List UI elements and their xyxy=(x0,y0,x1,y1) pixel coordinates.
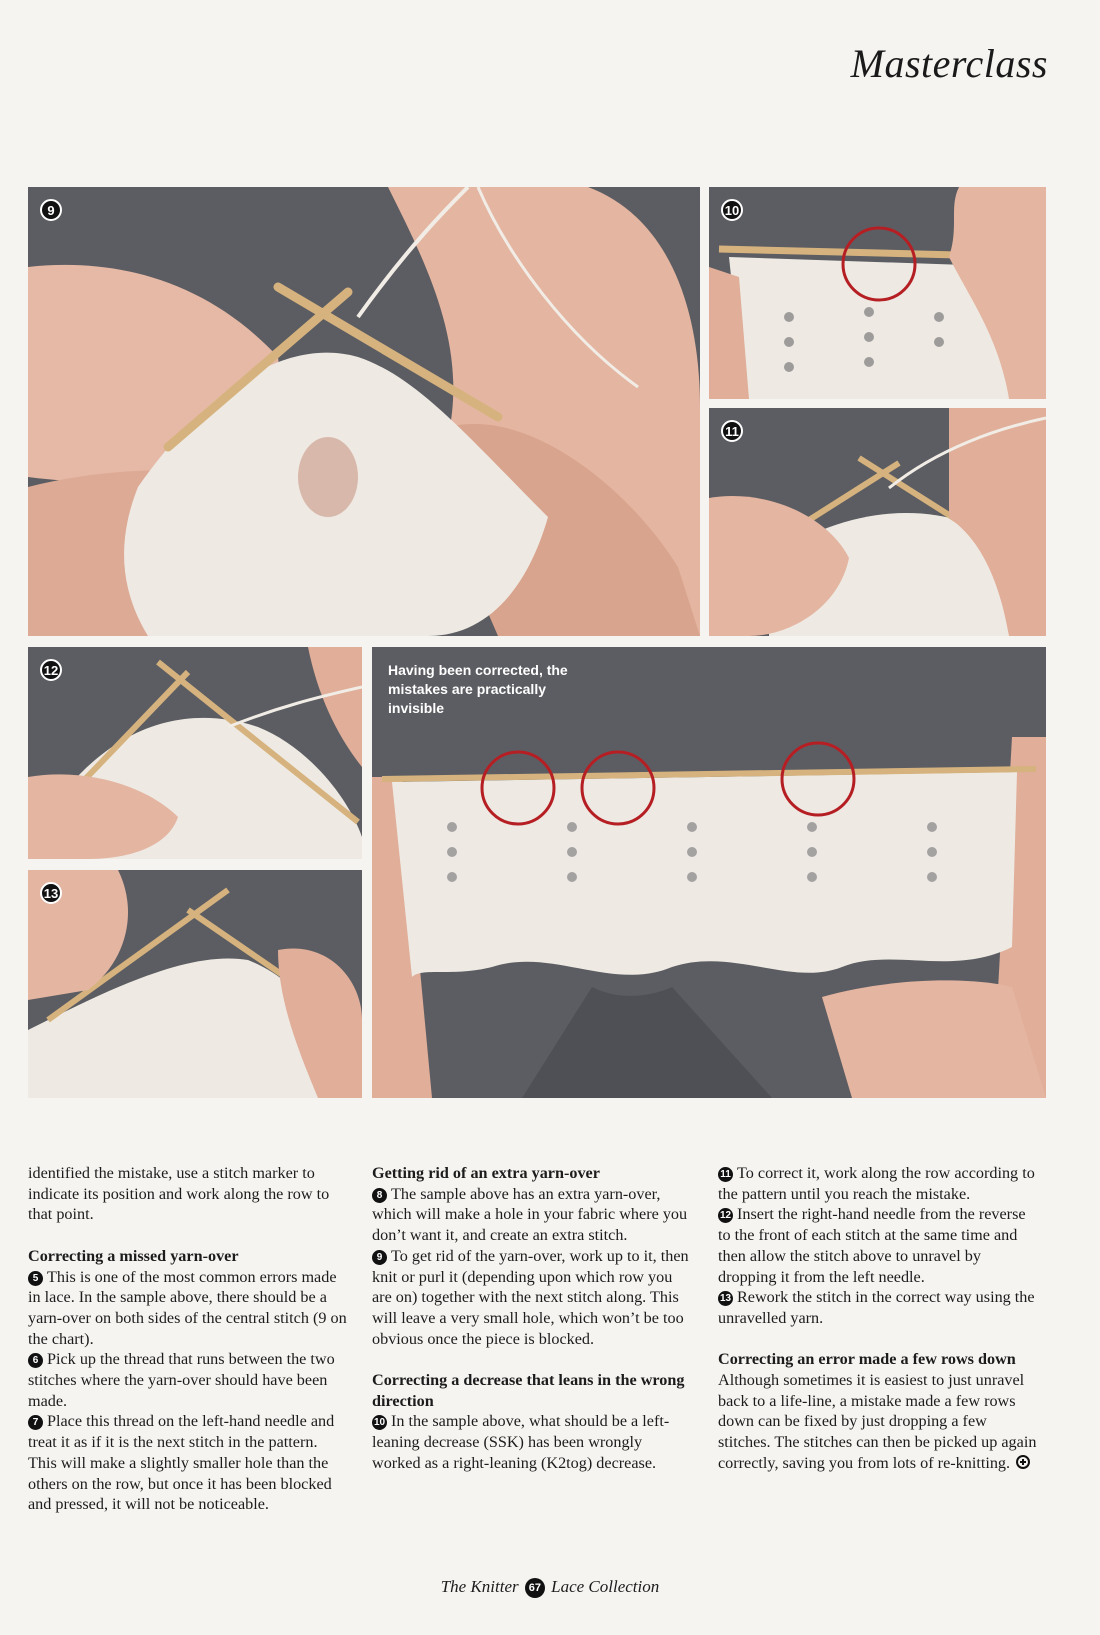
photo-step-10 xyxy=(709,187,1046,399)
step-7-body: Place this thread on the left-hand needle and treat it as if it is the next stitch in the pattern. This will make a slightly smaller hole than the others on the row, but once it has been blocked and pressed, it will not be noticeable. xyxy=(28,1412,335,1514)
heading-error-rows-down: Correcting an error made a few rows down xyxy=(718,1350,1016,1369)
result-caption: Having been corrected, the mistakes are practically invisible xyxy=(388,662,568,716)
heading-decrease-direction: Correcting a decrease that leans in the wrong direction xyxy=(372,1371,685,1410)
text-column-2 xyxy=(372,1163,694,1474)
step-number-6: 6 xyxy=(28,1353,43,1368)
text-column-3 xyxy=(718,1163,1040,1474)
step-number-10: 10 xyxy=(373,1417,386,1429)
step-number-8: 8 xyxy=(372,1188,387,1203)
step-8-text xyxy=(372,1184,694,1246)
step-6-text xyxy=(28,1349,350,1411)
photo-step-10-illustration xyxy=(709,187,1046,399)
text-column-1 xyxy=(28,1163,350,1515)
step-8-body: The sample above has an extra yarn-over, which will make a hole in your fabric where you don’t want it, and create an extra stitch. xyxy=(372,1184,688,1245)
rows-down-body: Although sometimes it is easiest to just unravel back to a life-line, a mistake made a few rows down can be fixed by just dropping a few stitches. The stitches can then be picked up again correctly, saving you from lots of re-knitting. xyxy=(718,1371,1037,1472)
step-badge-11: 11 xyxy=(721,420,743,442)
photo-corrected-result xyxy=(372,647,1046,1098)
section-title: Masterclass xyxy=(850,41,1048,86)
step-number-12: 12 xyxy=(719,1210,732,1222)
photo-step-9-illustration xyxy=(28,187,700,636)
step-badge-12: 12 xyxy=(40,659,62,681)
step-5-body: This is one of the most common errors made in lace. In the sample above, there should be a yarn-over on both sides of the central stitch (9 on the chart). xyxy=(28,1267,347,1348)
photo-step-13 xyxy=(28,870,362,1098)
step-10-body: In the sample above, what should be a left-leaning decrease (SSK) has been wrongly worked as a right-leaning (K2tog) decrease. xyxy=(372,1412,670,1472)
page-footer xyxy=(0,1577,1100,1598)
end-of-article-icon xyxy=(1016,1455,1030,1469)
heading-missed-yarn-over: Correcting a missed yarn-over xyxy=(28,1246,239,1265)
photo-step-12-illustration xyxy=(28,647,362,859)
photo-step-9 xyxy=(28,187,700,636)
step-6-body: Pick up the thread that runs between the two stitches where the yarn-over should have been made. xyxy=(28,1350,335,1410)
step-9-text xyxy=(372,1246,694,1350)
page-number: 67 xyxy=(525,1578,545,1598)
step-7-text xyxy=(28,1411,350,1515)
step-11-body: To correct it, work along the row according to the pattern until you reach the mistake. xyxy=(718,1164,1035,1203)
heading-extra-yarn-over: Getting rid of an extra yarn-over xyxy=(372,1164,600,1182)
footer-publication: The Knitter xyxy=(440,1577,519,1596)
photo-step-11-illustration xyxy=(709,408,1046,636)
step-13-body: Rework the stitch in the correct way using the unravelled yarn. xyxy=(718,1288,1035,1327)
photo-step-11 xyxy=(709,408,1046,636)
step-number-13: 13 xyxy=(719,1293,732,1305)
step-12-text xyxy=(718,1204,1040,1287)
rows-down-paragraph xyxy=(718,1370,1040,1474)
photo-step-12 xyxy=(28,647,362,859)
photo-step-13-illustration xyxy=(28,870,362,1098)
step-13-text xyxy=(718,1287,1040,1328)
step-9-body: To get rid of the yarn-over, work up to it, then knit or purl it (depending upon which row you are on) together with the next stitch along. This will leave a very small hole, which won’t be too obvious once the piece is blocked. xyxy=(372,1246,689,1348)
step-badge-10: 10 xyxy=(721,199,743,221)
step-number-5: 5 xyxy=(28,1271,43,1286)
step-badge-13: 13 xyxy=(40,882,62,904)
step-number-9: 9 xyxy=(372,1250,387,1265)
step-11-text xyxy=(718,1163,1040,1204)
step-number-11: 11 xyxy=(718,1167,733,1182)
step-5-text xyxy=(28,1267,350,1350)
footer-collection: Lace Collection xyxy=(551,1577,660,1596)
step-12-body: Insert the right-hand needle from the reverse to the front of each stitch at the same time and then allow the stitch above to unravel by dropping it from the left needle. xyxy=(718,1205,1026,1286)
step-10-text xyxy=(372,1411,694,1473)
step-number-7: 7 xyxy=(28,1415,43,1430)
intro-paragraph: identified the mistake, use a stitch marker to indicate its position and work along the row to that point. xyxy=(28,1164,330,1224)
step-badge-9: 9 xyxy=(40,199,62,221)
